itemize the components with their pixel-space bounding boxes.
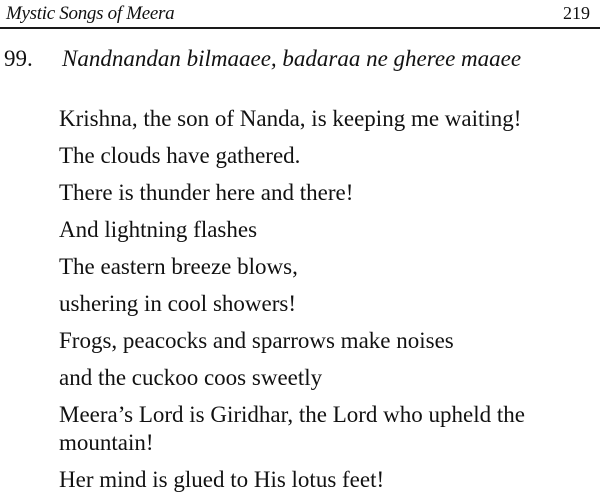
verse-line-8: and the cuckoo coos sweetly: [59, 365, 323, 390]
header-rule: [0, 27, 600, 29]
verse-line-2: The clouds have gathered.: [59, 143, 301, 168]
page-number: 219: [563, 3, 590, 23]
verse-line-1: Krishna, the son of Nanda, is keeping me waiting!: [59, 106, 522, 131]
poem-title: Nandnandan bilmaaee, badaraa ne gheree maaee: [62, 46, 522, 71]
poem-number: 99.: [4, 46, 33, 71]
verse-line-3: There is thunder here and there!: [59, 180, 354, 205]
verse-line-5: The eastern breeze blows,: [59, 254, 298, 279]
verse-line-6: ushering in cool showers!: [59, 291, 296, 316]
verse-line-10: Her mind is glued to His lotus feet!: [59, 467, 385, 492]
poem-verse: [59, 105, 589, 503]
verse-line-9: Meera’s Lord is Giridhar, the Lord who upheld the mountain!: [59, 402, 525, 455]
verse-line-4: And lightning flashes: [59, 217, 258, 242]
verse-line-7: Frogs, peacocks and sparrows make noises: [59, 328, 454, 353]
running-head: Mystic Songs of Meera: [6, 3, 175, 24]
